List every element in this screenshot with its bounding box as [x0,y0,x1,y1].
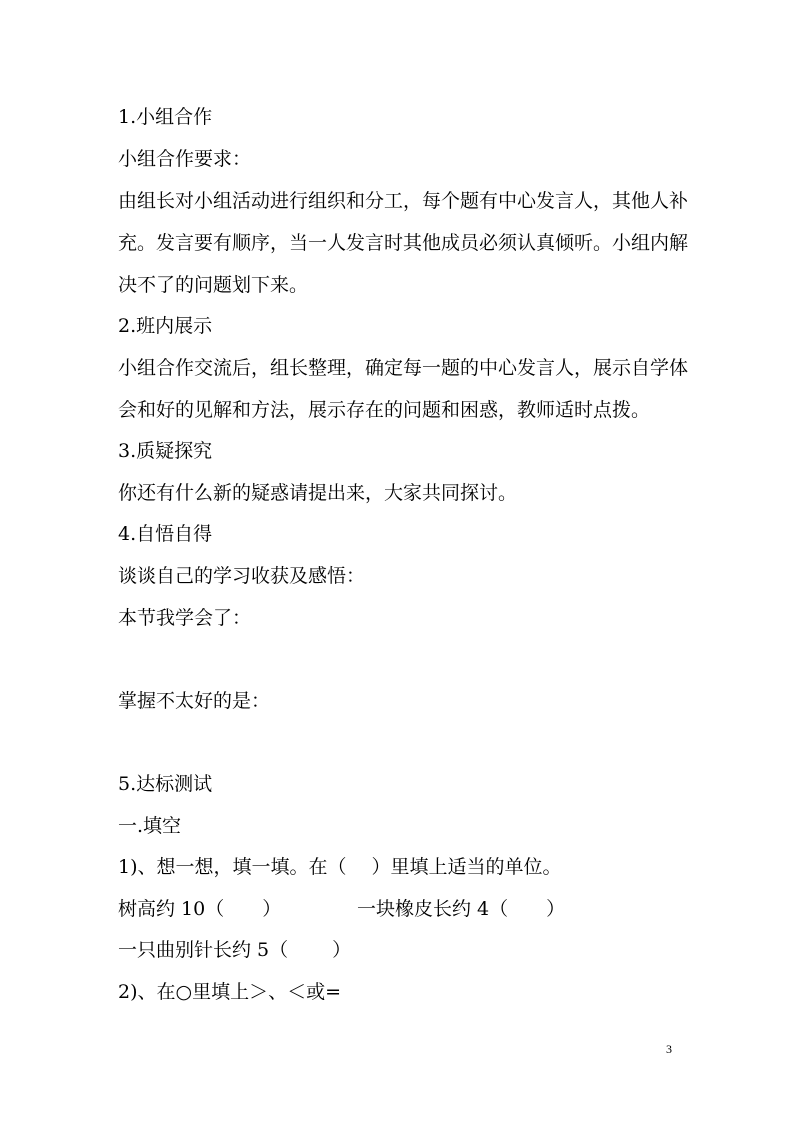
question1-item-paperclip: 一只曲别针长约 5（ ） [118,939,352,961]
section3-body: 你还有什么新的疑惑请提出来，大家共同探讨。 [118,482,518,504]
question1-item-eraser: 一块橡皮长约 4（ ） [357,898,566,920]
section3-heading: 3.质疑探究 [118,440,213,462]
question2-instruction: 2)、在○里填上＞、＜或= [118,981,342,1003]
section4-not-mastered-label: 掌握不太好的是： [118,690,271,712]
section1-heading: 1.小组合作 [118,106,213,128]
question1-item-tree: 树高约 10（ ） [118,898,282,920]
section2-body-line: 会和好的见解和方法，展示存在的问题和困惑，教师适时点拨。 [118,399,651,421]
section2-heading: 2.班内展示 [118,315,213,337]
section5-heading: 5.达标测试 [118,773,213,795]
section1-body-line: 决不了的问题划下来。 [118,274,309,296]
fill-blank-heading: 一.填空 [118,815,182,837]
section4-learned-label: 本节我学会了： [118,607,252,629]
question1-instruction: 1)、想一想，填一填。在（ ）里填上适当的单位。 [118,856,562,878]
page-number: 3 [666,1042,672,1056]
section4-heading: 4.自悟自得 [118,523,213,545]
section1-body-line: 充。发言要有顺序，当一人发言时其他成员必须认真倾听。小组内解 [118,232,689,254]
section4-prompt: 谈谈自己的学习收获及感悟： [118,565,366,587]
section1-subheading: 小组合作要求： [118,148,252,170]
section1-body-line: 由组长对小组活动进行组织和分工，每个题有中心发言人，其他人补 [118,190,689,212]
section2-body-line: 小组合作交流后，组长整理，确定每一题的中心发言人，展示自学体 [118,357,689,379]
